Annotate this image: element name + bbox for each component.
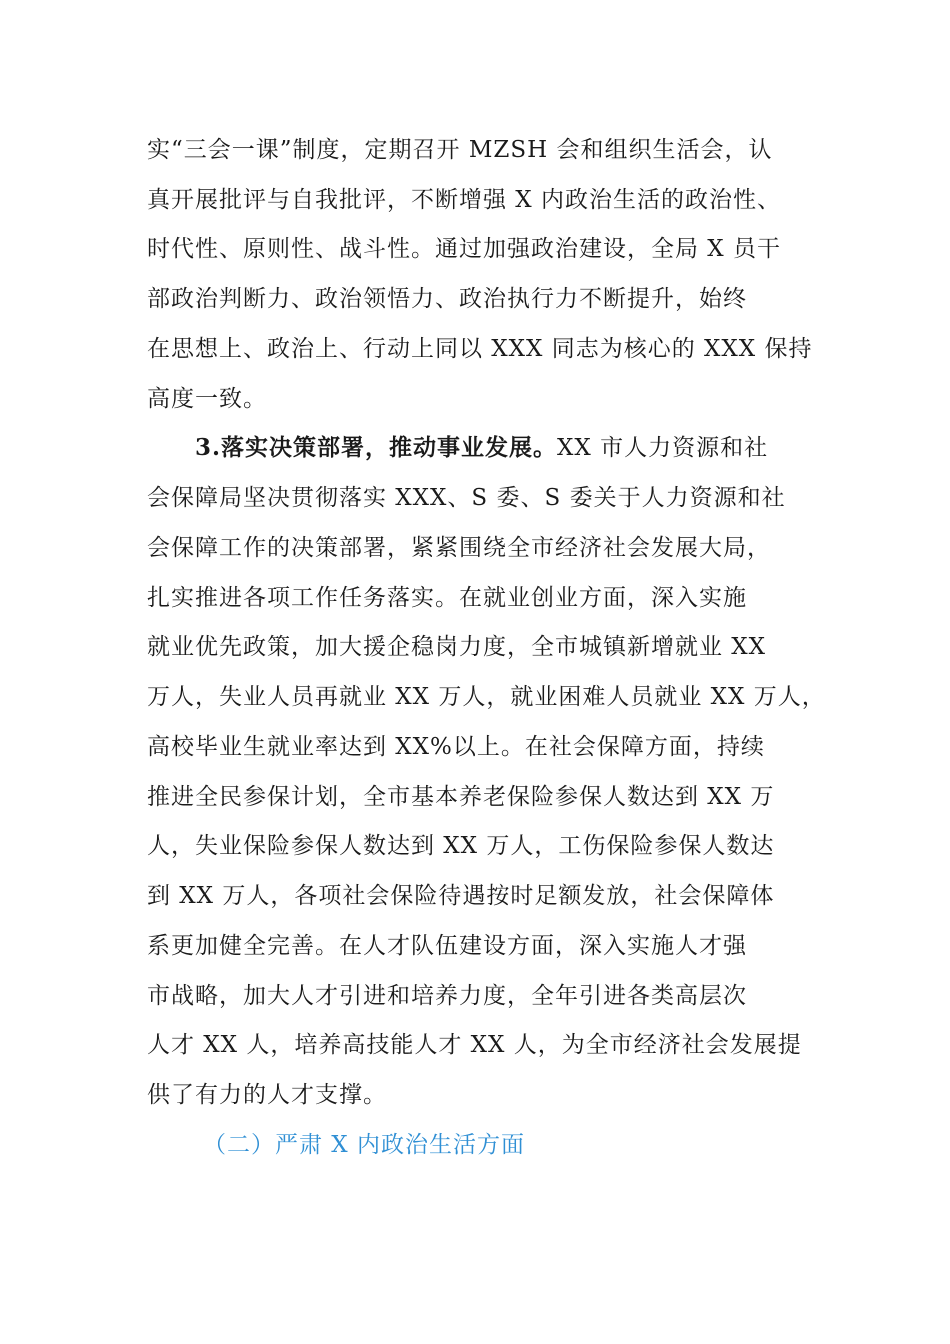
section-heading: （二）严肃 X 内政治生活方面 [203, 1132, 525, 1158]
paragraph-line: 系更加健全完善。在人才队伍建设方面，深入实施人才强 [147, 933, 747, 959]
paragraph-line: 就业优先政策，加大援企稳岗力度，全市城镇新增就业 XX [147, 634, 767, 660]
paragraph-line: 会保障局坚决贯彻落实 XXX、S 委、S 委关于人力资源和社 [147, 485, 786, 511]
paragraph-line: 时代性、原则性、战斗性。通过加强政治建设，全局 X 员干 [147, 236, 781, 262]
paragraph-first-line [195, 432, 768, 464]
paragraph-line: 高校毕业生就业率达到 XX%以上。在社会保障方面，持续 [147, 734, 765, 760]
paragraph-line: 人才 XX 人，培养高技能人才 XX 人，为全市经济社会发展提 [147, 1032, 802, 1058]
paragraph-line: 在思想上、政治上、行动上同以 XXX 同志为核心的 XXX 保持 [147, 336, 813, 362]
paragraph-line: 万人，失业人员再就业 XX 万人，就业困难人员就业 XX 万人， [147, 684, 826, 710]
paragraph-line: 推进全民参保计划，全市基本养老保险参保人数达到 XX 万 [147, 784, 775, 810]
paragraph-line: 到 XX 万人，各项社会保险待遇按时足额发放，社会保障体 [147, 883, 775, 909]
paragraph-title: 3.落实决策部署，推动事业发展。 [195, 434, 558, 461]
paragraph-line: 人，失业保险参保人数达到 XX 万人，工伤保险参保人数达 [147, 833, 775, 859]
paragraph-line: 会保障工作的决策部署，紧紧围绕全市经济社会发展大局， [147, 535, 771, 561]
paragraph-line: 部政治判断力、政治领悟力、政治执行力不断提升，始终 [147, 286, 747, 312]
paragraph-line: 市战略，加大人才引进和培养力度，全年引进各类高层次 [147, 983, 747, 1009]
paragraph-line: 真开展批评与自我批评，不断增强 X 内政治生活的政治性、 [147, 187, 781, 213]
paragraph-line: 实“三会一课”制度，定期召开 MZSH 会和组织生活会，认 [147, 137, 773, 163]
paragraph-line: 高度一致。 [147, 386, 267, 412]
paragraph-line: 供了有力的人才支撑。 [147, 1082, 387, 1108]
paragraph-line: 扎实推进各项工作任务落实。在就业创业方面，深入实施 [147, 585, 747, 611]
paragraph-first-line-text: XX 市人力资源和社 [557, 435, 769, 461]
